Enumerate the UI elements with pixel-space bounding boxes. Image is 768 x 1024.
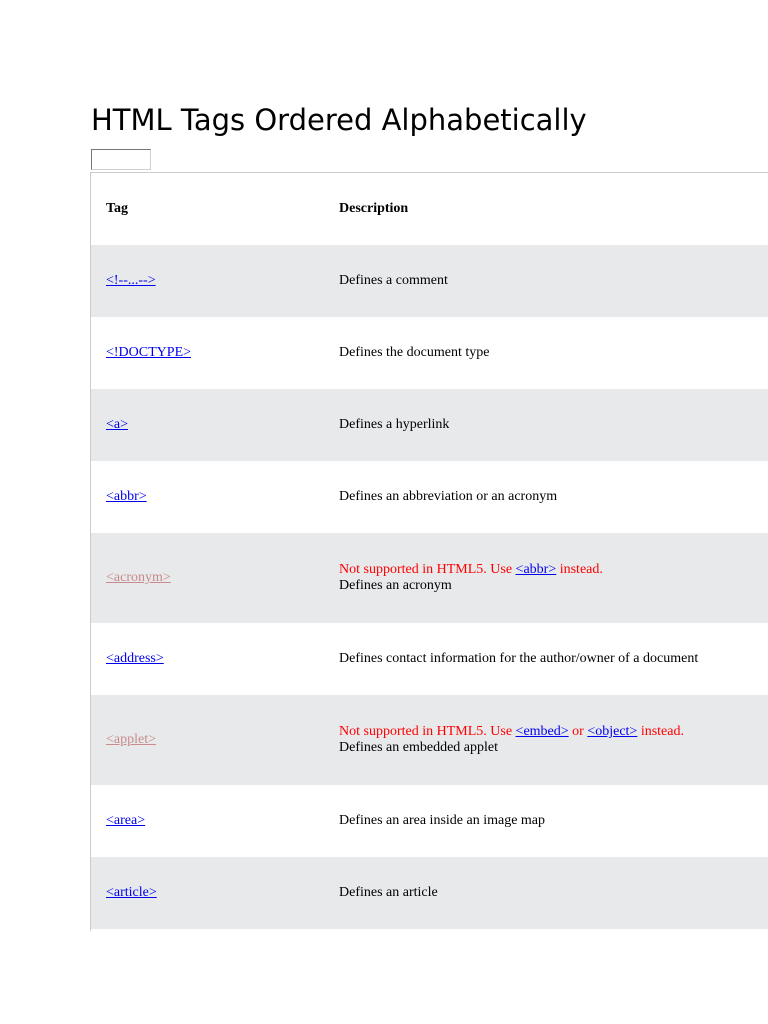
tag-cell <box>91 533 324 623</box>
note-suffix: instead. <box>556 562 603 577</box>
page-title: HTML Tags Ordered Alphabetically <box>91 103 587 137</box>
table-row <box>91 317 768 389</box>
deprecation-note <box>339 562 768 578</box>
description-cell <box>324 695 768 785</box>
tag-link[interactable]: <!DOCTYPE> <box>106 345 192 360</box>
note-prefix: Not supported in HTML5. Use <box>339 562 516 577</box>
description-cell: Defines an area inside an image map <box>339 813 546 828</box>
tag-cell <box>91 245 324 317</box>
tag-link[interactable]: <article> <box>106 885 157 900</box>
tag-link[interactable]: <a> <box>106 417 129 432</box>
table-header-row <box>91 173 768 245</box>
column-header-tag: Tag <box>106 201 129 216</box>
deprecation-note <box>339 724 768 740</box>
description-text: Defines an acronym <box>339 578 452 593</box>
description-cell: Defines a comment <box>339 273 448 288</box>
note-tag-link[interactable]: <embed> <box>515 724 569 739</box>
table-row <box>91 623 768 695</box>
tag-link[interactable]: <area> <box>106 813 146 828</box>
tag-cell <box>91 785 324 857</box>
tag-cell <box>91 623 324 695</box>
table-row <box>91 389 768 461</box>
description-cell: Defines contact information for the author/owner of a document <box>339 651 699 666</box>
tags-table-container[interactable] <box>90 172 768 931</box>
tags-table <box>91 173 768 929</box>
tag-cell <box>91 389 324 461</box>
note-prefix: Not supported in HTML5. Use <box>339 724 516 739</box>
note-tag-link[interactable]: <object> <box>587 724 638 739</box>
description-cell: Defines an abbreviation or an acronym <box>339 489 558 504</box>
description-text: Defines an embedded applet <box>339 740 498 755</box>
tag-link[interactable]: <address> <box>106 651 164 666</box>
description-cell: Defines a hyperlink <box>339 417 450 432</box>
table-row <box>91 785 768 857</box>
table-row <box>91 533 768 623</box>
description-cell: Defines the document type <box>339 345 490 360</box>
description-cell: Defines an article <box>339 885 438 900</box>
tag-cell <box>91 461 324 533</box>
note-tag-link[interactable]: <abbr> <box>515 562 557 577</box>
tag-link[interactable]: <abbr> <box>106 489 147 504</box>
tag-cell <box>91 317 324 389</box>
table-row <box>91 857 768 929</box>
table-row <box>91 245 768 317</box>
table-row <box>91 695 768 785</box>
description-cell <box>324 533 768 623</box>
note-middle: or <box>568 724 588 739</box>
tag-cell <box>91 695 324 785</box>
note-suffix: instead. <box>637 724 684 739</box>
deprecated-tag-link[interactable]: <applet> <box>106 732 156 747</box>
deprecated-tag-link[interactable]: <acronym> <box>106 570 171 585</box>
filter-input[interactable] <box>91 149 151 170</box>
table-row <box>91 461 768 533</box>
column-header-description: Description <box>339 201 409 216</box>
tag-link[interactable]: <!--...--> <box>106 273 156 288</box>
tag-cell <box>91 857 324 929</box>
